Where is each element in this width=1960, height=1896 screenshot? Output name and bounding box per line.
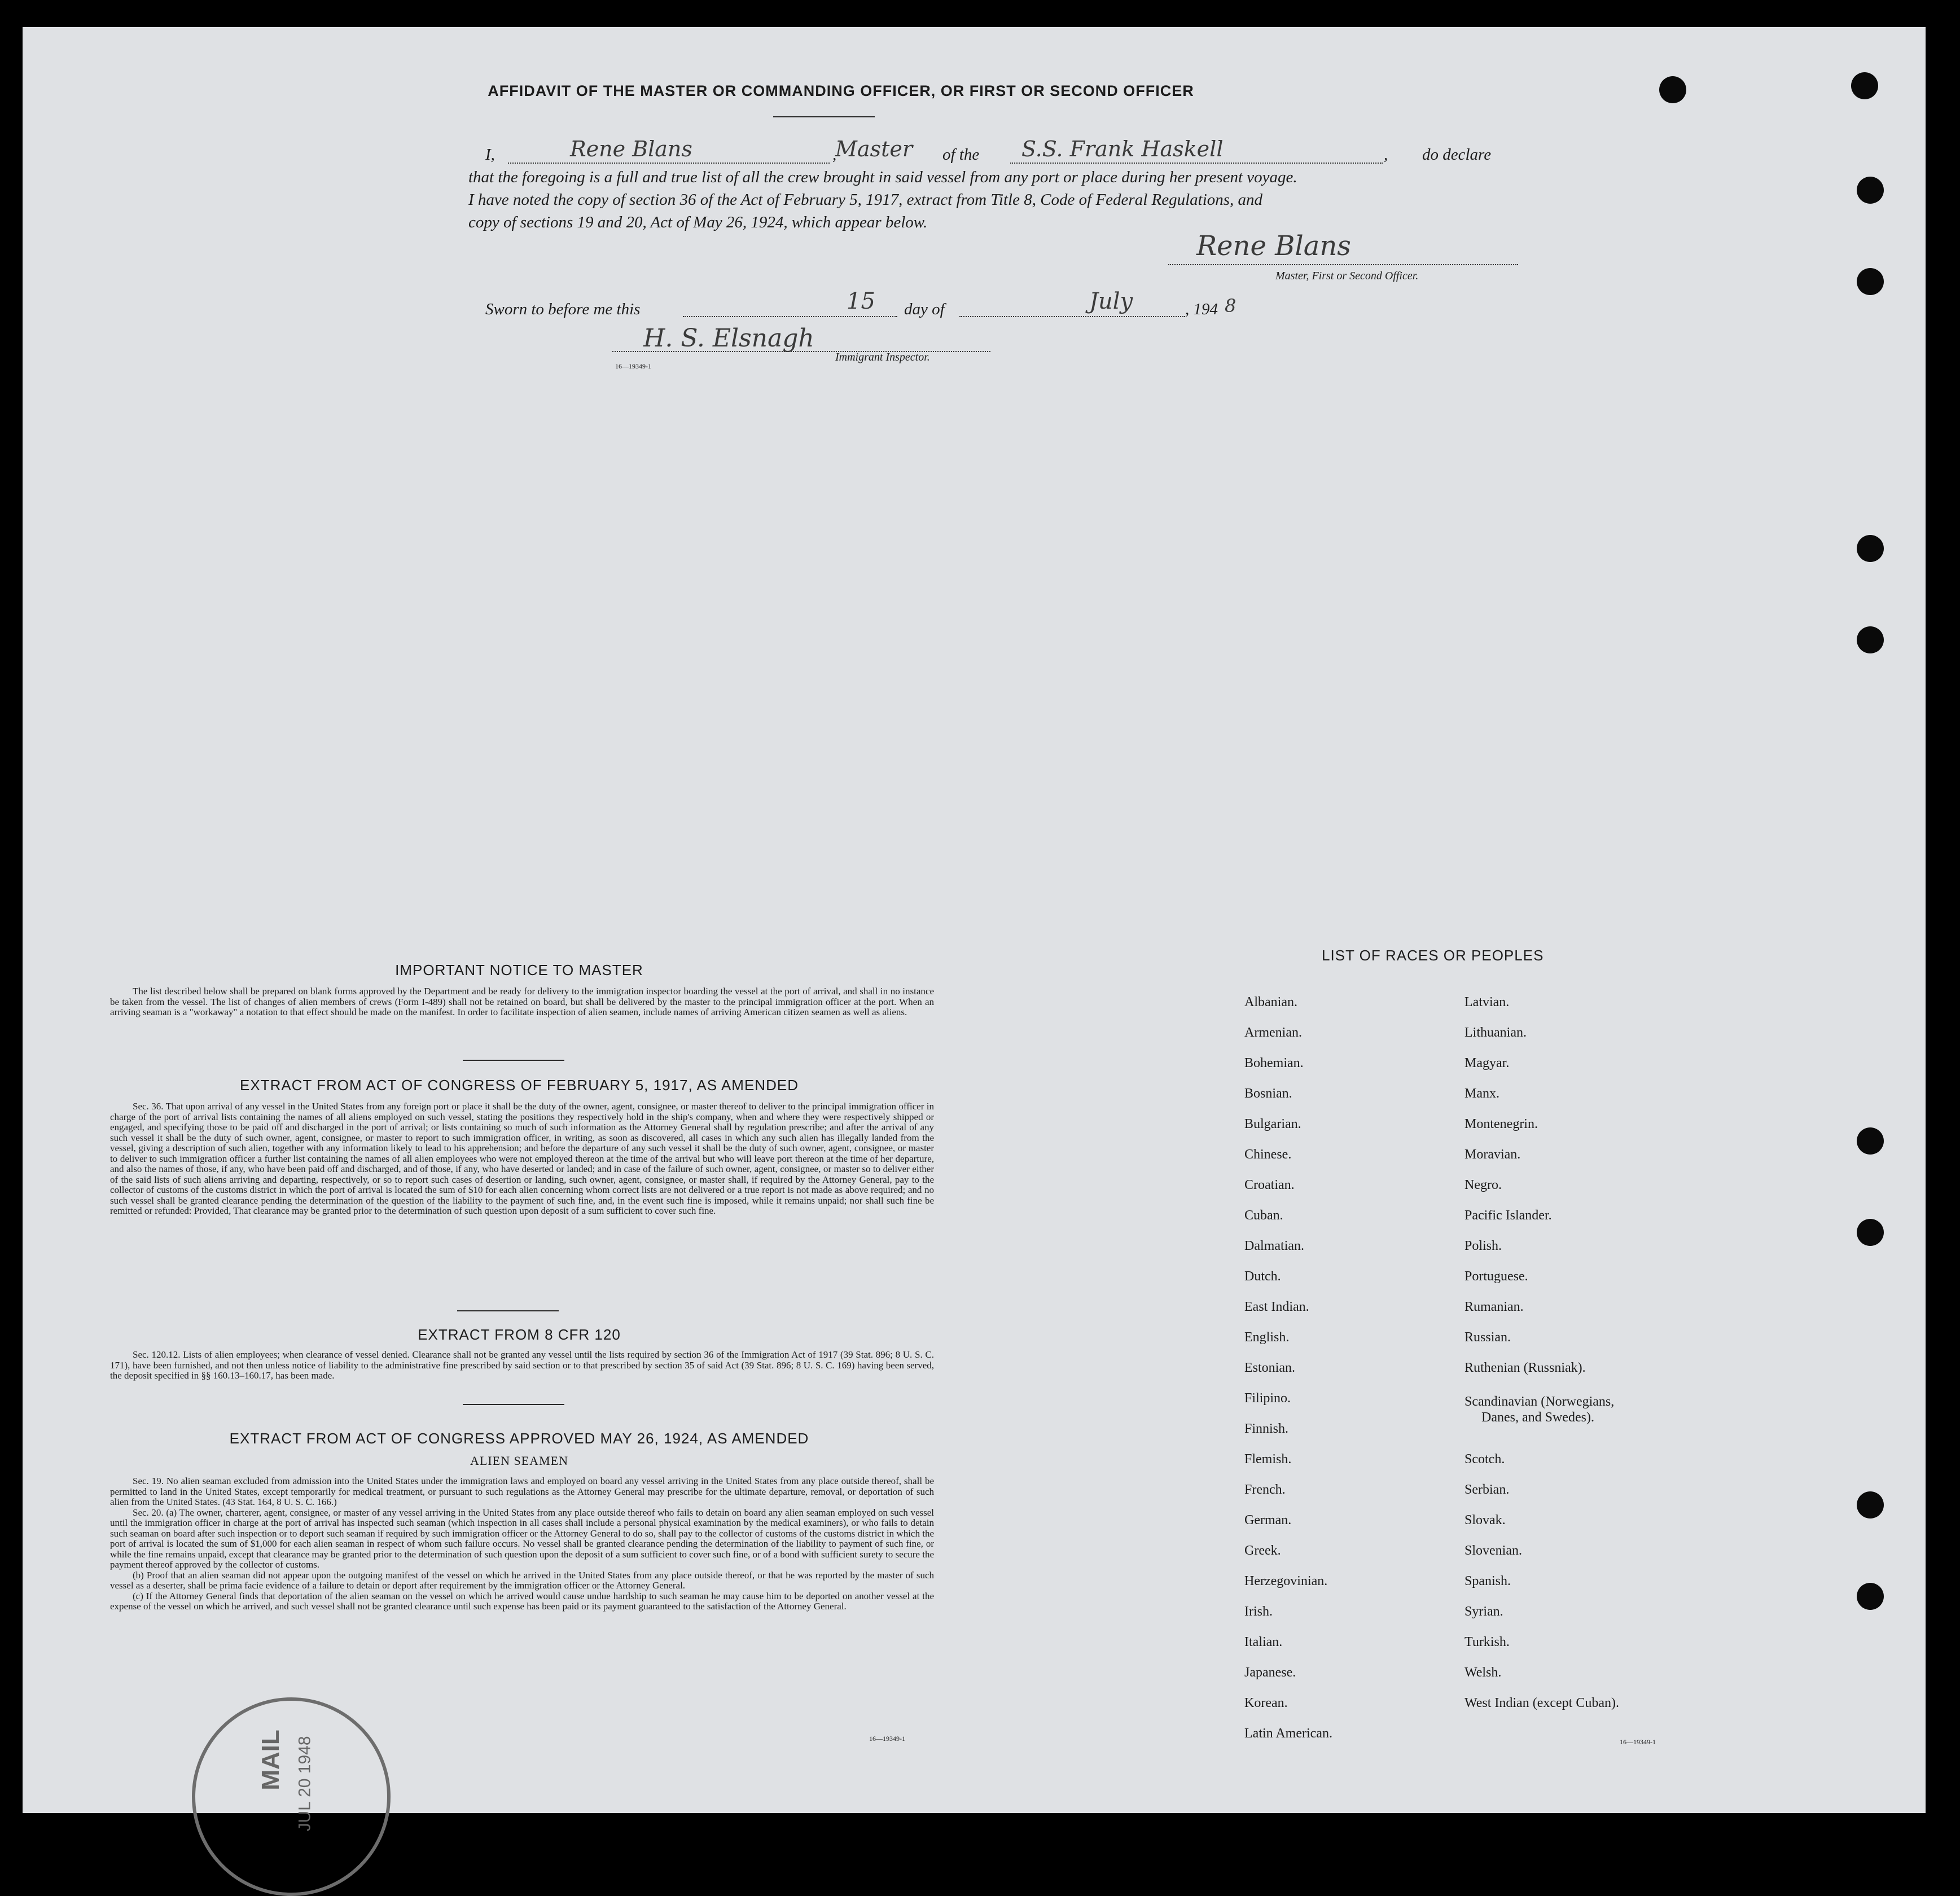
race-item: Chinese. — [1244, 1147, 1292, 1162]
extract-1917-title: EXTRACT FROM ACT OF CONGRESS OF FEBRUARY 5, 1917, AS AMENDED — [240, 1077, 799, 1094]
race-item: Latin American. — [1244, 1726, 1332, 1741]
master-name-value: Rene Blans — [570, 137, 692, 161]
race-item: Bosnian. — [1244, 1086, 1292, 1101]
divider — [773, 116, 875, 117]
stamp-date: JUL 20 1948 — [295, 1736, 314, 1832]
form-number: 16—19349-1 — [869, 1735, 905, 1743]
race-item: Montenegrin. — [1464, 1117, 1538, 1131]
extract-cfr-text — [110, 1350, 934, 1381]
sworn-prefix: Sworn to before me this — [485, 300, 641, 318]
race-item: Pacific Islander. — [1464, 1208, 1552, 1223]
day-of-label: day of — [904, 300, 945, 318]
punch-hole-icon — [1857, 535, 1884, 562]
divider — [463, 1404, 564, 1405]
race-item: Bohemian. — [1244, 1056, 1304, 1070]
race-item: Japanese. — [1244, 1665, 1296, 1680]
document-page — [23, 27, 1926, 1832]
race-item: Korean. — [1244, 1696, 1288, 1710]
month-blank — [959, 298, 1185, 317]
race-item: Manx. — [1464, 1086, 1499, 1101]
race-item: Spanish. — [1464, 1574, 1511, 1588]
race-item: Irish. — [1244, 1604, 1273, 1619]
affidavit-line-3: I have noted the copy of section 36 of the Act of February 5, 1917, extract from Title 8, Code of Federal Regulations, and — [468, 191, 1263, 209]
year-value: 8 — [1225, 295, 1236, 317]
comma: , — [832, 146, 837, 164]
affidavit-title: AFFIDAVIT OF THE MASTER OR COMMANDING OFFICER, OR FIRST OR SECOND OFFICER — [488, 82, 1194, 99]
race-item: Finnish. — [1244, 1421, 1289, 1436]
race-item: Negro. — [1464, 1178, 1502, 1192]
race-item: Greek. — [1244, 1543, 1281, 1558]
race-item: English. — [1244, 1330, 1290, 1345]
postmark-stamp — [192, 1697, 391, 1896]
punch-hole-icon — [1857, 1583, 1884, 1610]
race-item: French. — [1244, 1482, 1286, 1497]
race-item: Dalmatian. — [1244, 1239, 1304, 1253]
extract-1924-title: EXTRACT FROM ACT OF CONGRESS APPROVED MAY 26, 1924, AS AMENDED — [229, 1430, 809, 1447]
race-item: Scotch. — [1464, 1452, 1505, 1467]
sec-20b-paragraph: (b) Proof that an alien seaman did not appear upon the outgoing manifest of the vessel on which he arrived in the United States from any place outside thereof, or that he was reported by the master of such vessel as a deserter, shall be prima facie evidence of a failure to detain or deport after requirement by the immigration officer or the Attorney General. — [110, 1569, 934, 1591]
sec-20c-paragraph: (c) If the Attorney General finds that deportation of the alien seaman on the vessel on which he arrived would cause undue hardship to such seaman he may cause him to be deported on another vessel at the expense of the vessel on which he arrived, and such vessel shall not be granted clearance until such expense has been paid or its payment guaranteed to the satisfaction of the Attorney General. — [110, 1590, 934, 1612]
declarant-prefix: I, — [485, 146, 495, 164]
race-item: West Indian (except Cuban). — [1464, 1696, 1619, 1710]
race-item: Rumanian. — [1464, 1300, 1524, 1314]
race-item: Serbian. — [1464, 1482, 1510, 1497]
punch-hole-icon — [1857, 626, 1884, 653]
race-item: Cuban. — [1244, 1208, 1283, 1223]
form-number: 16—19349-1 — [615, 362, 651, 370]
rank-value: Master — [835, 137, 913, 161]
race-item: German. — [1244, 1513, 1292, 1528]
punch-hole-icon — [1857, 177, 1884, 204]
extract-cfr-title: EXTRACT FROM 8 CFR 120 — [418, 1326, 621, 1343]
race-item: Croatian. — [1244, 1178, 1295, 1192]
punch-hole-icon — [1851, 72, 1878, 99]
affidavit-line-2: that the foregoing is a full and true list of all the crew brought in said vessel from any port or place during her present voyage. — [468, 168, 1297, 186]
month-value: July — [1089, 288, 1133, 314]
year-prefix: , 194 — [1185, 300, 1218, 318]
divider — [457, 1310, 559, 1311]
notice-paragraph: The list described below shall be prepared on blank forms approved by the Department and be ready for delivery to the immigration inspector boarding the vessel at the port of arrival, and shall in no instance be taken from the vessel. The list of changes of alien members of crews (Form I-489) shall not be retained on board, but shall be delivered by the master to the principal immigration officer at the port. When an arriving seaman is a "workaway" a notation to that effect should be made on the manifest. In order to facilitate inspection of alien seamen, include names of arriving American citizen seamen as well as aliens. — [110, 986, 934, 1017]
race-item: Welsh. — [1464, 1665, 1502, 1680]
punch-hole-icon — [1857, 1491, 1884, 1518]
race-item: Magyar. — [1464, 1056, 1510, 1070]
race-item: Dutch. — [1244, 1269, 1281, 1284]
race-item: Lithuanian. — [1464, 1025, 1527, 1040]
race-item: East Indian. — [1244, 1300, 1309, 1314]
affidavit-line-4: copy of sections 19 and 20, Act of May 26, 1924, which appear below. — [468, 213, 928, 231]
inspector-signature: H. S. Elsnagh — [643, 324, 814, 353]
race-item: Slovak. — [1464, 1513, 1506, 1528]
race-item: Herzegovinian. — [1244, 1574, 1328, 1588]
stamp-mail: MAIL — [256, 1730, 284, 1790]
affidavit-line-1 — [485, 137, 1529, 166]
punch-hole-icon — [1857, 268, 1884, 295]
sworn-line — [485, 288, 1275, 321]
race-item: Slovenian. — [1464, 1543, 1522, 1558]
sec-20a-paragraph: Sec. 20. (a) The owner, charterer, agent, consignee, or master of any vessel arriving in the United States from any place outside thereof who fails to detain on board any alien seaman employed on such vessel until the immigration officer in charge at the port of arrival has inspected such seaman (which inspection in all cases shall include a personal physical examination by the medical examiners), or who fails to detain such seaman on board after such inspection or to deport such seaman if required by such immigration officer or the Attorney General to do so, shall pay to the collector of customs of the customs district in which the port of arrival is located the sum of $1,000 for each alien seaman in respect of whom such failure occurs. No vessel shall be granted clearance pending the determination of the liability to payment of such fine, or while the fine remains unpaid, except that clearance may be granted prior to the determination of such question upon the deposit of a sum sufficient to cover such fine, or of a bond with sufficient surety to secure the payment thereof approved by the collector of customs. — [110, 1507, 934, 1570]
inspector-caption: Immigrant Inspector. — [835, 351, 930, 363]
form-number: 16—19349-1 — [1620, 1738, 1656, 1746]
race-item: Armenian. — [1244, 1025, 1302, 1040]
race-item: Russian. — [1464, 1330, 1511, 1345]
race-item: Turkish. — [1464, 1635, 1510, 1649]
divider — [463, 1060, 564, 1061]
punch-hole-icon — [1857, 1127, 1884, 1155]
extract-1917-text — [110, 1101, 934, 1217]
of-the-label: of the — [942, 146, 980, 164]
signature-caption: Master, First or Second Officer. — [1275, 270, 1419, 282]
signature-line — [1168, 242, 1518, 265]
inspector-line — [612, 332, 990, 352]
sec-36-paragraph: Sec. 36. That upon arrival of any vessel in the United States from any foreign port or place it shall be the duty of the owner, agent, consignee, or master thereof to deliver to the principal immigration officer in charge of the port of arrival lists containing the names of all aliens employed on such vessel, stating the positions they respectively hold in the ship's company, when and where they were respectively shipped or engaged, and specifying those to be paid off and discharged in the port of arrival; or lists containing so much of such information as the Attorney General shall by regulation prescribe; and after the arrival of any such vessel it shall be the duty of such owner, agent, consignee, or master to report to such immigration officer, in writing, as soon as discovered, all cases in which any such alien has illegally landed from the vessel, giving a description of such alien, together with any information likely to lead to his apprehension; and before the departure of any such vessel it shall be the duty of such owner, agent, consignee, or master to deliver to such immigration officer a further list containing the names of all alien employees who were not employed thereon at the time of the arrival but who will leave port thereon at the time of her departure, and also the names of those, if any, who have been paid off and discharged, and of those, if any, who have deserted or landed; and in case of the failure of such owner, agent, consignee, or master so to deliver either of the said lists of such aliens arriving and departing, respectively, or so to report such cases of desertion or landing, such owner, agent, consignee, or master shall, if required by the Attorney General, pay to the collector of customs of the customs district in which the port of arrival is located the sum of $10 for each alien concerning whom correct lists are not delivered or a true report is not made as above required; and no such vessel shall be granted clearance pending the determination of the question of the liability to the payment of such fine, and, in the event such fine is imposed, while it remains unpaid; nor shall such fine be remitted or refunded: Provided, That clearance may be granted prior to the determination of such question upon deposit of a sum sufficient to cover such fine. — [110, 1101, 934, 1216]
race-item: Moravian. — [1464, 1147, 1521, 1162]
vessel-value: S.S. Frank Haskell — [1021, 137, 1224, 161]
punch-hole-icon — [1659, 76, 1686, 103]
race-item: Danes, and Swedes). — [1481, 1410, 1594, 1425]
punch-hole-icon — [1857, 1219, 1884, 1246]
do-declare-label: do declare — [1422, 146, 1492, 164]
race-item: Syrian. — [1464, 1604, 1503, 1619]
race-item: Polish. — [1464, 1239, 1502, 1253]
race-item: Italian. — [1244, 1635, 1283, 1649]
race-item: Estonian. — [1244, 1360, 1295, 1375]
race-item: Portuguese. — [1464, 1269, 1528, 1284]
comma: , — [1384, 146, 1388, 164]
race-item: Bulgarian. — [1244, 1117, 1301, 1131]
notice-text — [110, 986, 934, 1018]
sec-120-paragraph: Sec. 120.12. Lists of alien employees; when clearance of vessel denied. Clearance shall not be granted any vessel until the lists required by section 36 of the Immigration Act of 1917 (39 Stat. 896; 8 U. S. C. 171), have been furnished, and not then unless notice of liability to the administrative fine prescribed by said section or to that prescribed by section 35 of said Act (39 Stat. 896; 8 U. S. C. 169) having been served, the deposit specified in §§ 160.13–160.17, has been made. — [110, 1349, 934, 1381]
alien-seamen-subtitle: ALIEN SEAMEN — [470, 1454, 568, 1468]
race-item: Flemish. — [1244, 1452, 1292, 1467]
race-item: Scandinavian (Norwegians, — [1464, 1394, 1615, 1409]
master-signature: Rene Blans — [1196, 230, 1351, 262]
sec-19-paragraph: Sec. 19. No alien seaman excluded from admission into the United States under the immigration laws and employed on board any vessel arriving in the United States from any place outside thereof, shall be permitted to land in the United States, except temporarily for medical treatment, or pursuant to such regulations as the Attorney General may prescribe for the ultimate departure, removal, or deportation of such alien from the United States. (43 Stat. 164, 8 U. S. C. 166.) — [110, 1476, 934, 1507]
extract-1924-text — [110, 1476, 934, 1612]
notice-title: IMPORTANT NOTICE TO MASTER — [395, 962, 643, 978]
day-value: 15 — [847, 288, 875, 314]
race-item: Filipino. — [1244, 1391, 1291, 1406]
race-item: Latvian. — [1464, 995, 1510, 1010]
races-title: LIST OF RACES OR PEOPLES — [1322, 947, 1544, 964]
race-item: Albanian. — [1244, 995, 1297, 1010]
race-item: Ruthenian (Russniak). — [1464, 1360, 1586, 1375]
